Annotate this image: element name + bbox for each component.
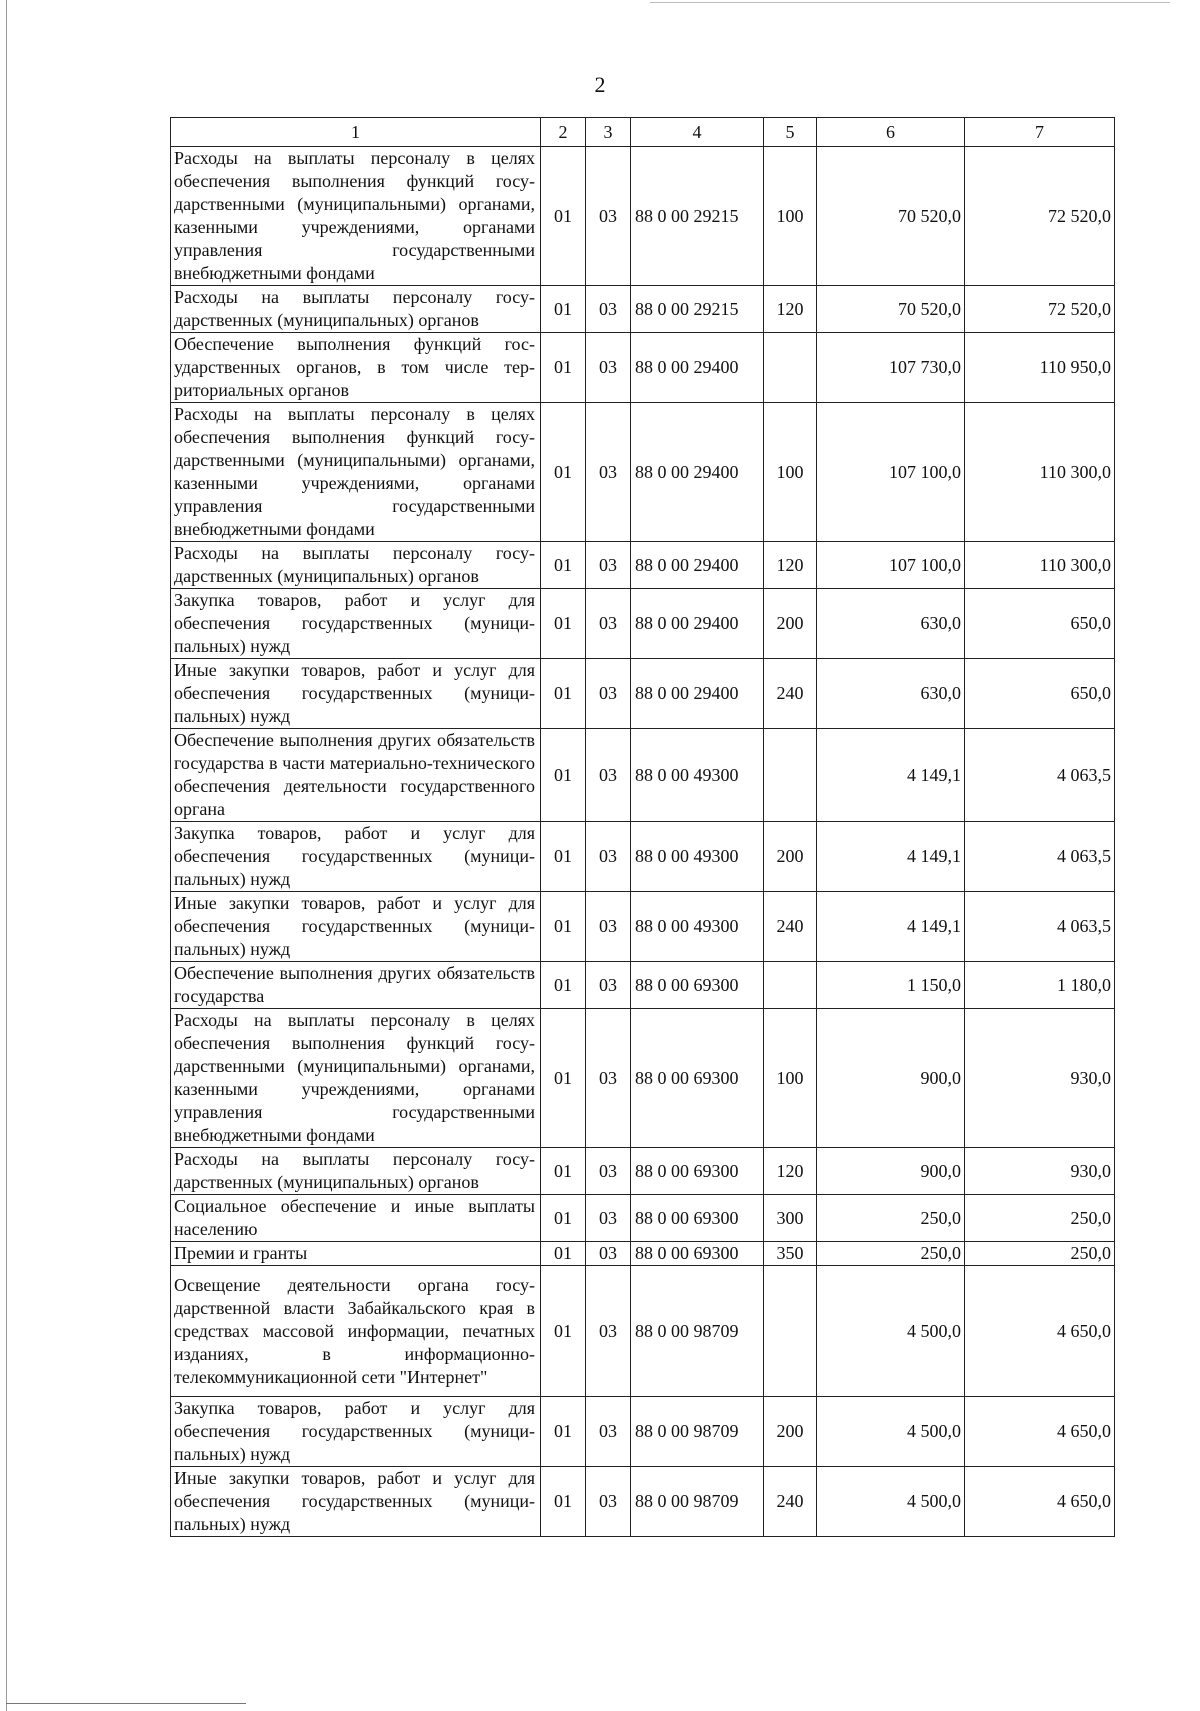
amount-year1-cell: 4 500,0: [817, 1467, 965, 1537]
amount-year1-cell: 1 150,0: [817, 962, 965, 1009]
amount-year1-cell: 107 730,0: [817, 333, 965, 403]
description-cell: Премии и гранты: [171, 1242, 541, 1266]
expense-type-cell: 200: [764, 822, 817, 892]
section-cell: 01: [541, 892, 586, 962]
subsection-cell: 03: [586, 962, 631, 1009]
scan-edge-mark-bottom: [6, 1703, 246, 1704]
description-cell: Социальное обеспечение и иные выплаты населению: [171, 1195, 541, 1242]
table-row: [171, 962, 1115, 1009]
section-cell: 01: [541, 147, 586, 286]
amount-year2-cell: 930,0: [965, 1009, 1115, 1148]
amount-year1-cell: 4 149,1: [817, 892, 965, 962]
table-row: [171, 1195, 1115, 1242]
target-article-cell: 88 0 00 69300: [631, 962, 764, 1009]
amount-year2-cell: 4 650,0: [965, 1266, 1115, 1397]
expense-type-cell: 240: [764, 1467, 817, 1537]
amount-year2-cell: 72 520,0: [965, 286, 1115, 333]
target-article-cell: 88 0 00 49300: [631, 822, 764, 892]
table-row: [171, 286, 1115, 333]
expense-type-cell: [764, 1266, 817, 1397]
header-col-4: 4: [631, 118, 764, 147]
subsection-cell: 03: [586, 1195, 631, 1242]
amount-year2-cell: 250,0: [965, 1195, 1115, 1242]
section-cell: 01: [541, 542, 586, 589]
header-col-2: 2: [541, 118, 586, 147]
subsection-cell: 03: [586, 1242, 631, 1266]
expense-type-cell: 350: [764, 1242, 817, 1266]
target-article-cell: 88 0 00 29215: [631, 286, 764, 333]
target-article-cell: 88 0 00 69300: [631, 1148, 764, 1195]
target-article-cell: 88 0 00 49300: [631, 729, 764, 822]
budget-table: [170, 117, 1115, 1537]
amount-year1-cell: 107 100,0: [817, 403, 965, 542]
amount-year1-cell: 4 500,0: [817, 1397, 965, 1467]
amount-year1-cell: 4 500,0: [817, 1266, 965, 1397]
description-cell: Расходы на выплаты персоналу в целях обеспечения выполнения функций государственными (муниципальными) органами, казенными учреждениями, органами управления государственными внебюджетными фондами: [171, 1009, 541, 1148]
amount-year2-cell: 4 063,5: [965, 729, 1115, 822]
expense-type-cell: 100: [764, 403, 817, 542]
section-cell: 01: [541, 729, 586, 822]
expense-type-cell: 120: [764, 542, 817, 589]
expense-type-cell: 100: [764, 1009, 817, 1148]
subsection-cell: 03: [586, 403, 631, 542]
amount-year2-cell: 650,0: [965, 659, 1115, 729]
section-cell: 01: [541, 659, 586, 729]
description-cell: Расходы на выплаты персоналу государственных (муниципальных) органов: [171, 1148, 541, 1195]
amount-year2-cell: 4 650,0: [965, 1467, 1115, 1537]
target-article-cell: 88 0 00 29400: [631, 589, 764, 659]
target-article-cell: 88 0 00 69300: [631, 1195, 764, 1242]
subsection-cell: 03: [586, 822, 631, 892]
subsection-cell: 03: [586, 729, 631, 822]
target-article-cell: 88 0 00 69300: [631, 1009, 764, 1148]
amount-year1-cell: 4 149,1: [817, 729, 965, 822]
header-col-3: 3: [586, 118, 631, 147]
amount-year1-cell: 630,0: [817, 659, 965, 729]
subsection-cell: 03: [586, 147, 631, 286]
description-cell: Освещение деятельности органа государственной власти Забайкальского края в средствах массовой информации, печатных изданиях, в информационно-телекоммуникационной сети "Интернет": [171, 1266, 541, 1397]
section-cell: 01: [541, 1467, 586, 1537]
expense-type-cell: [764, 729, 817, 822]
description-cell: Иные закупки товаров, работ и услуг для обеспечения государственных (муниципальных) нужд: [171, 659, 541, 729]
description-cell: Обеспечение выполнения функций государственных органов, в том числе территориальных органов: [171, 333, 541, 403]
amount-year2-cell: 4 650,0: [965, 1397, 1115, 1467]
amount-year2-cell: 72 520,0: [965, 147, 1115, 286]
amount-year2-cell: 110 300,0: [965, 403, 1115, 542]
table-row: [171, 589, 1115, 659]
target-article-cell: 88 0 00 29400: [631, 659, 764, 729]
amount-year2-cell: 4 063,5: [965, 892, 1115, 962]
table-row: [171, 542, 1115, 589]
description-cell: Расходы на выплаты персоналу в целях обеспечения выполнения функций государственными (муниципальными) органами, казенными учреждениями, органами управления государственными внебюджетными фондами: [171, 147, 541, 286]
section-cell: 01: [541, 962, 586, 1009]
expense-type-cell: [764, 333, 817, 403]
amount-year1-cell: 250,0: [817, 1242, 965, 1266]
subsection-cell: 03: [586, 542, 631, 589]
subsection-cell: 03: [586, 1266, 631, 1397]
table-row: [171, 1397, 1115, 1467]
header-row: [171, 118, 1115, 147]
target-article-cell: 88 0 00 29400: [631, 542, 764, 589]
table-row: [171, 1266, 1115, 1397]
amount-year1-cell: 900,0: [817, 1009, 965, 1148]
section-cell: 01: [541, 1009, 586, 1148]
table-row: [171, 729, 1115, 822]
table-row: [171, 1242, 1115, 1266]
description-cell: Закупка товаров, работ и услуг для обеспечения государственных (муниципальных) нужд: [171, 822, 541, 892]
target-article-cell: 88 0 00 98709: [631, 1266, 764, 1397]
subsection-cell: 03: [586, 286, 631, 333]
subsection-cell: 03: [586, 333, 631, 403]
section-cell: 01: [541, 1242, 586, 1266]
subsection-cell: 03: [586, 1467, 631, 1537]
section-cell: 01: [541, 403, 586, 542]
section-cell: 01: [541, 822, 586, 892]
expense-type-cell: 100: [764, 147, 817, 286]
table-body: [171, 147, 1115, 1537]
header-col-5: 5: [764, 118, 817, 147]
amount-year1-cell: 250,0: [817, 1195, 965, 1242]
table-row: [171, 1148, 1115, 1195]
amount-year2-cell: 110 950,0: [965, 333, 1115, 403]
amount-year1-cell: 107 100,0: [817, 542, 965, 589]
table-row: [171, 333, 1115, 403]
amount-year2-cell: 4 063,5: [965, 822, 1115, 892]
amount-year2-cell: 650,0: [965, 589, 1115, 659]
description-cell: Закупка товаров, работ и услуг для обеспечения государственных (муниципальных) нужд: [171, 1397, 541, 1467]
section-cell: 01: [541, 1195, 586, 1242]
amount-year2-cell: 1 180,0: [965, 962, 1115, 1009]
description-cell: Обеспечение выполнения других обязательств государства: [171, 962, 541, 1009]
expense-type-cell: 240: [764, 892, 817, 962]
table-row: [171, 1467, 1115, 1537]
amount-year1-cell: 70 520,0: [817, 147, 965, 286]
target-article-cell: 88 0 00 49300: [631, 892, 764, 962]
subsection-cell: 03: [586, 589, 631, 659]
amount-year1-cell: 630,0: [817, 589, 965, 659]
scan-margin-line: [6, 0, 7, 1711]
section-cell: 01: [541, 1397, 586, 1467]
description-cell: Расходы на выплаты персоналу государственных (муниципальных) органов: [171, 542, 541, 589]
table-row: [171, 403, 1115, 542]
scan-edge-mark: [650, 2, 1170, 3]
amount-year1-cell: 70 520,0: [817, 286, 965, 333]
expense-type-cell: 120: [764, 286, 817, 333]
target-article-cell: 88 0 00 29215: [631, 147, 764, 286]
header-col-7: 7: [965, 118, 1115, 147]
expense-type-cell: 200: [764, 1397, 817, 1467]
target-article-cell: 88 0 00 98709: [631, 1397, 764, 1467]
subsection-cell: 03: [586, 1148, 631, 1195]
amount-year2-cell: 110 300,0: [965, 542, 1115, 589]
amount-year2-cell: 250,0: [965, 1242, 1115, 1266]
page-number: 2: [594, 72, 606, 97]
header-col-1: 1: [171, 118, 541, 147]
description-cell: Иные закупки товаров, работ и услуг для обеспечения государственных (муниципальных) нужд: [171, 1467, 541, 1537]
description-cell: Расходы на выплаты персоналу государственных (муниципальных) органов: [171, 286, 541, 333]
target-article-cell: 88 0 00 69300: [631, 1242, 764, 1266]
table-row: [171, 147, 1115, 286]
table-row: [171, 822, 1115, 892]
section-cell: 01: [541, 1266, 586, 1397]
target-article-cell: 88 0 00 29400: [631, 333, 764, 403]
section-cell: 01: [541, 333, 586, 403]
subsection-cell: 03: [586, 1397, 631, 1467]
expense-type-cell: 300: [764, 1195, 817, 1242]
subsection-cell: 03: [586, 1009, 631, 1148]
target-article-cell: 88 0 00 29400: [631, 403, 764, 542]
description-cell: Расходы на выплаты персоналу в целях обеспечения выполнения функций государственными (муниципальными) органами, казенными учреждениями, органами управления государственными внебюджетными фондами: [171, 403, 541, 542]
table-row: [171, 1009, 1115, 1148]
section-cell: 01: [541, 589, 586, 659]
description-cell: Иные закупки товаров, работ и услуг для обеспечения государственных (муниципальных) нужд: [171, 892, 541, 962]
subsection-cell: 03: [586, 659, 631, 729]
table-header: [171, 118, 1115, 147]
description-cell: Обеспечение выполнения других обязательств государства в части материально-технического обеспечения деятельности государственного органа: [171, 729, 541, 822]
table-row: [171, 659, 1115, 729]
description-cell: Закупка товаров, работ и услуг для обеспечения государственных (муниципальных) нужд: [171, 589, 541, 659]
expense-type-cell: [764, 962, 817, 1009]
amount-year2-cell: 930,0: [965, 1148, 1115, 1195]
subsection-cell: 03: [586, 892, 631, 962]
header-col-6: 6: [817, 118, 965, 147]
expense-type-cell: 200: [764, 589, 817, 659]
amount-year1-cell: 900,0: [817, 1148, 965, 1195]
target-article-cell: 88 0 00 98709: [631, 1467, 764, 1537]
section-cell: 01: [541, 1148, 586, 1195]
section-cell: 01: [541, 286, 586, 333]
expense-type-cell: 240: [764, 659, 817, 729]
amount-year1-cell: 4 149,1: [817, 822, 965, 892]
table-row: [171, 892, 1115, 962]
expense-type-cell: 120: [764, 1148, 817, 1195]
